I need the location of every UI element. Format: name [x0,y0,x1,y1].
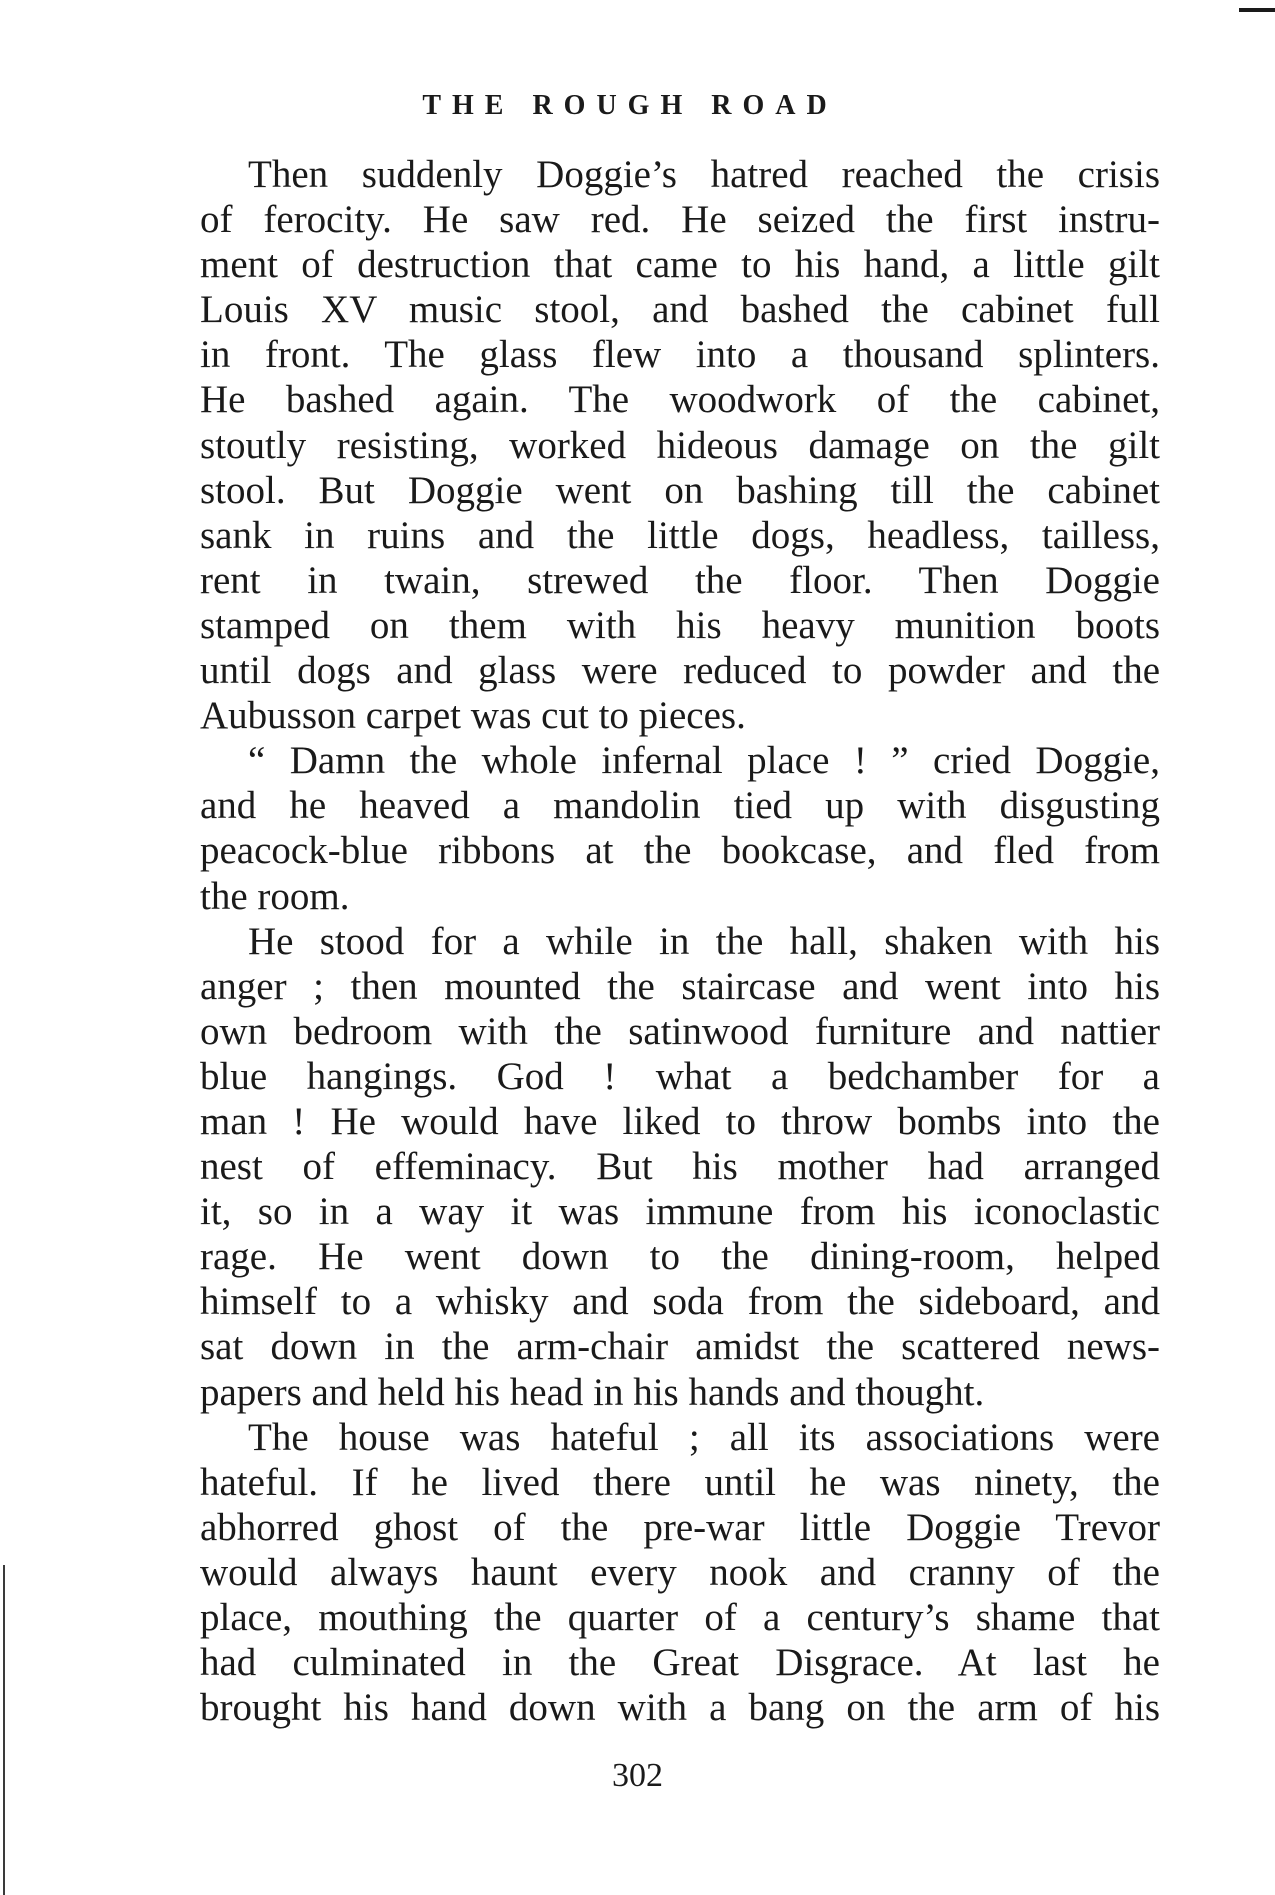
body-text [200,152,1160,1730]
text-line: had culminated in the Great Disgrace. At last he [200,1641,1160,1685]
text-line: and he heaved a mandolin tied up with disgusting [200,784,1160,828]
text-line: peacock-blue ribbons at the bookcase, and fled from [200,829,1160,873]
text-line: would always haunt every nook and cranny of the [200,1550,1160,1594]
text-line: nest of effeminacy. But his mother had arranged [200,1145,1160,1189]
text-line: Aubusson carpet was cut to pieces. [200,694,746,738]
paragraph-1 [200,152,1160,738]
text-line: Then suddenly Doggie’s hatred reached the crisis [248,153,1160,196]
text-line: until dogs and glass were reduced to powder and the [200,649,1160,693]
paragraph-2 [200,738,1160,918]
text-line: himself to a whisky and soda from the sideboard, and [200,1280,1160,1324]
text-line: abhorred ghost of the pre-war little Doggie Trevor [200,1505,1160,1549]
text-line: place, mouthing the quarter of a century’s shame that [200,1596,1160,1639]
text-line: He bashed again. The woodwork of the cabinet, [200,378,1160,422]
text-line: of ferocity. He saw red. He seized the first instru- [200,198,1160,242]
paragraph-3 [200,919,1160,1415]
text-line: anger ; then mounted the staircase and went into his [200,964,1160,1008]
text-line: stamped on them with his heavy munition boots [200,603,1160,647]
text-line: papers and held his head in his hands and thought. [200,1370,985,1414]
text-line: sat down in the arm-chair amidst the scattered news- [200,1325,1160,1369]
text-line: rent in twain, strewed the floor. Then Doggie [200,558,1160,602]
text-line: blue hangings. God ! what a bedchamber for a [200,1054,1160,1098]
text-line: He stood for a while in the hall, shaken with his [248,919,1160,963]
text-line: in front. The glass flew into a thousand splinters. [200,333,1160,377]
text-line: man ! He would have liked to throw bombs into the [200,1099,1160,1143]
text-line: stoutly resisting, worked hideous damage on the gilt [200,423,1160,467]
text-line: The house was hateful ; all its associations were [248,1415,1160,1459]
paragraph-4 [200,1415,1160,1731]
text-line: the room. [200,874,350,918]
text-line: ment of destruction that came to his hand, a little gilt [200,243,1160,287]
text-line: it, so in a way it was immune from his iconoclastic [200,1190,1160,1234]
scan-gutter-line [3,1565,5,1895]
page-number: 302 [612,1757,663,1794]
text-line: Louis XV music stool, and bashed the cabinet full [200,288,1160,332]
text-line: own bedroom with the satinwood furniture and nattier [200,1009,1160,1053]
text-line: hateful. If he lived there until he was ninety, the [200,1460,1160,1504]
running-head: THE ROUGH ROAD [422,90,838,121]
text-line: stool. But Doggie went on bashing till the cabinet [200,468,1160,512]
text-line: sank in ruins and the little dogs, headless, tailless, [200,513,1160,557]
text-line: “ Damn the whole infernal place ! ” cried Doggie, [248,739,1160,783]
text-line: rage. He went down to the dining-room, helped [200,1235,1160,1279]
text-line: brought his hand down with a bang on the arm of his [200,1686,1160,1730]
scan-edge-mark [1239,8,1275,12]
